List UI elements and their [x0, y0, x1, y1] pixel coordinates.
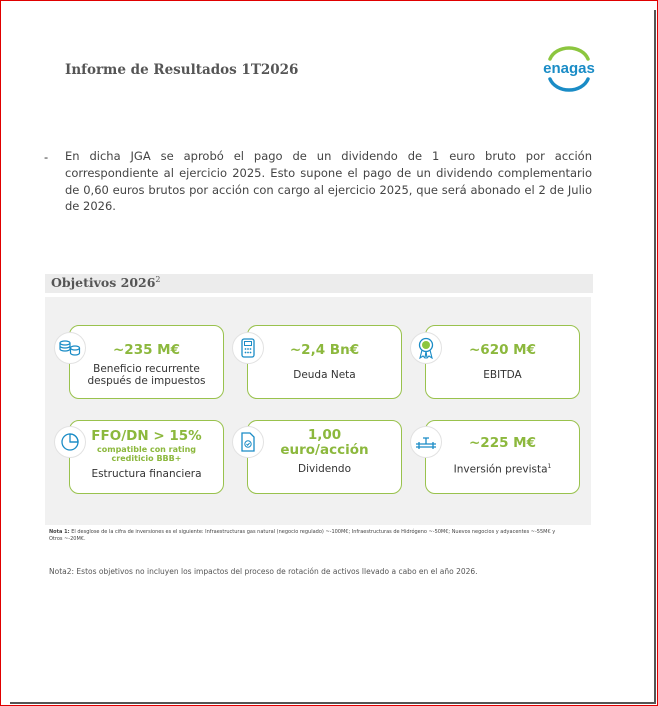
bullet-marker: -	[44, 150, 49, 164]
card-label: Deuda Neta	[293, 369, 356, 381]
footnote-1: Nota 1: El desglose de la cifra de inversiones es el siguiente: Infraestructuras gas natural (negocio regulado) ~-100M€; Infraestructuras de Hidrógeno ~-50M€; Nuevos negocios y adyacentes ~-55M€ y Otros ~-20M€.	[49, 529, 556, 542]
card-label: Inversión prevista$^1$	[453, 463, 552, 476]
calculator-icon	[232, 332, 264, 364]
card-label: Estructura financiera	[91, 468, 202, 480]
logo-text: enagas	[543, 60, 595, 77]
report-title: Informe de Resultados 1T2026	[65, 62, 299, 78]
card-value: ~225 M€	[468, 435, 537, 451]
card-label: Dividendo	[297, 463, 351, 475]
coins-icon	[54, 332, 86, 364]
card-value: 1,00 euro/acción	[280, 427, 369, 458]
card-label: Beneficio recurrente después de impuestos	[87, 363, 206, 387]
objectives-title: Objetivos 2026$^2$	[51, 275, 161, 291]
card-value: ~2,4 Bn€	[289, 342, 360, 358]
pipeline-icon	[410, 426, 442, 458]
footnote-2: Nota2: Estos objetivos no incluyen los impactos del proceso de rotación de activos llevado a cabo en el año 2026.	[49, 567, 478, 576]
card-sub: compatible con rating crediticio BBB+	[97, 445, 196, 463]
card-value: ~235 M€	[112, 342, 181, 358]
document-check-icon	[232, 426, 264, 458]
objective-card-dividend	[247, 420, 402, 494]
objective-card-net-debt	[247, 325, 402, 399]
pie-chart-icon	[54, 426, 86, 458]
page-shadow	[654, 10, 656, 704]
award-icon	[410, 332, 442, 364]
objectives-panel	[45, 297, 591, 525]
enagas-logo	[538, 45, 600, 93]
card-label: EBITDA	[483, 369, 522, 381]
objective-card-investment	[425, 420, 580, 494]
card-value: ~620 M€	[468, 342, 537, 358]
bullet-text: En dicha JGA se aprobó el pago de un dividendo de 1 euro bruto por acción correspondiente al ejercicio 2025. Esto supone el pago de un dividendo complementario de 0,60 euros brutos por acción con cargo al ejercicio 2025, que será abonado el 2 de Julio de 2026.	[65, 149, 592, 214]
objectives-header	[45, 274, 593, 293]
objective-card-ebitda	[425, 325, 580, 399]
page-shadow	[10, 702, 656, 704]
objective-card-financial-structure	[69, 420, 224, 494]
card-value: FFO/DN > 15%	[91, 428, 202, 444]
objective-card-benefit	[69, 325, 224, 399]
